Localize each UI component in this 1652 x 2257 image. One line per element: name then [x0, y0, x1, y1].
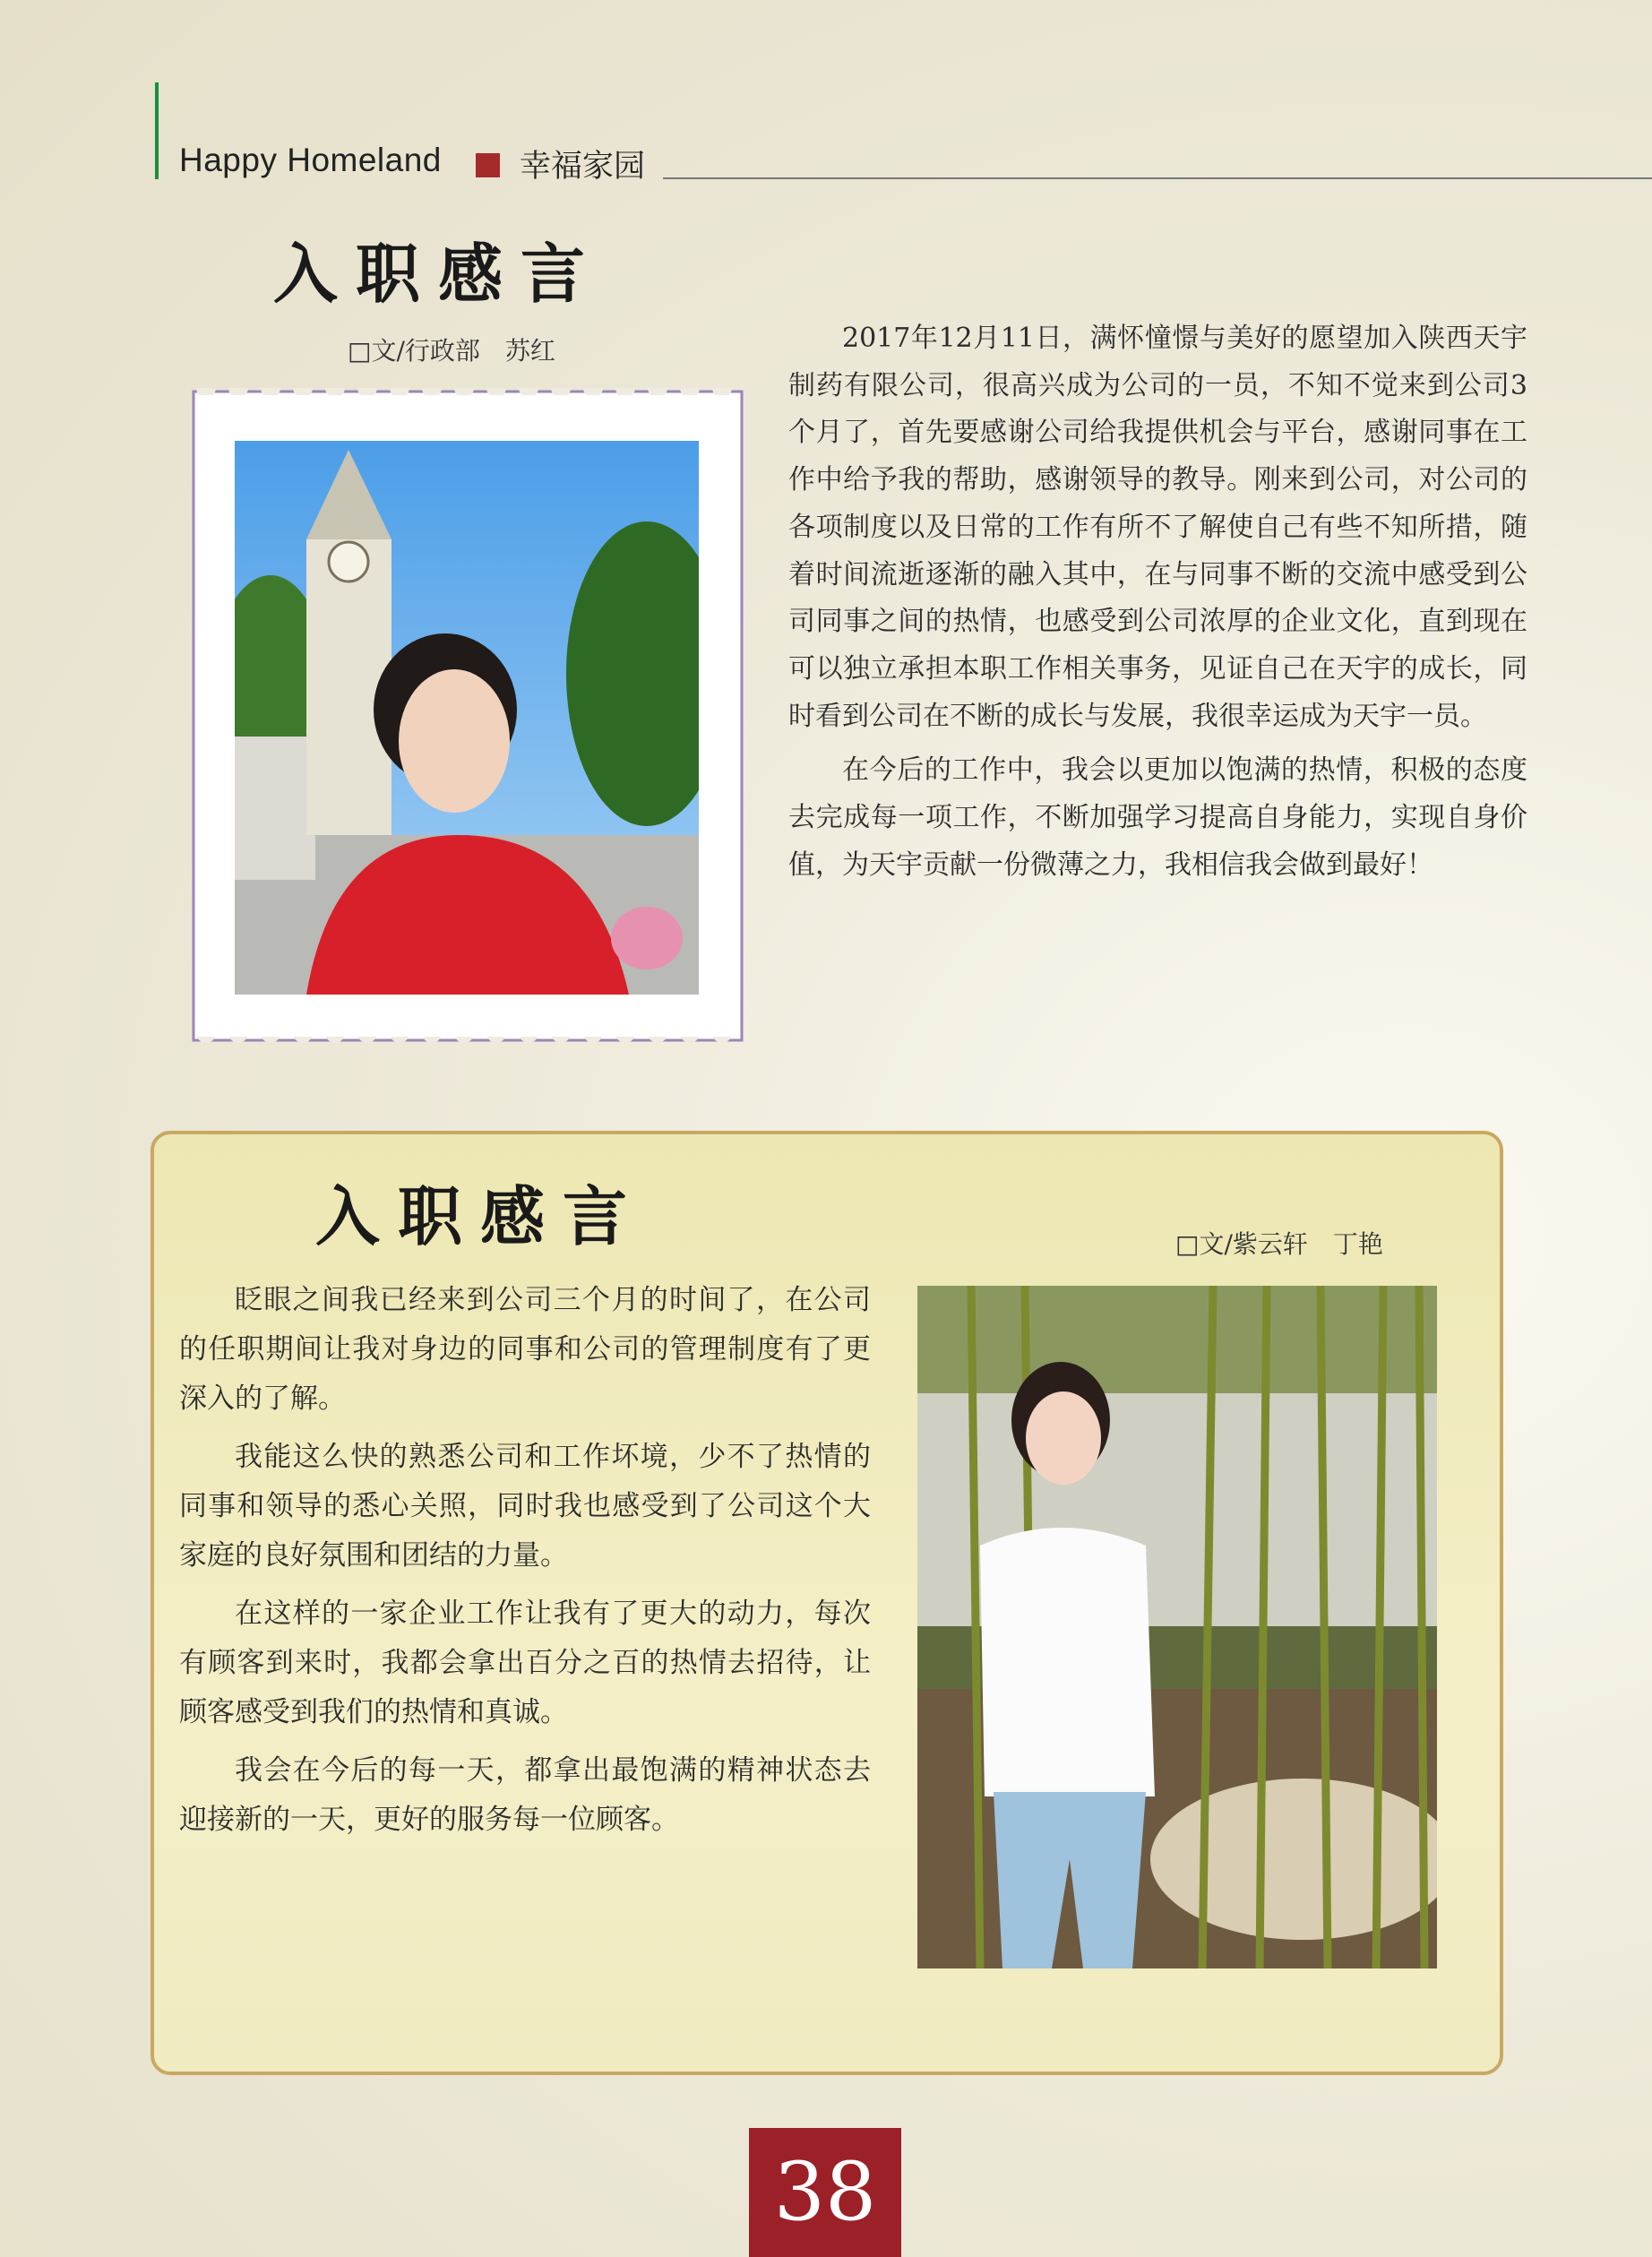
profile-photo-ding-yan — [917, 1286, 1437, 1968]
article1-title: 入职感言 — [273, 236, 604, 312]
article2-paragraph: 在这样的一家企业工作让我有了更大的动力，每次有顾客到来时，我都会拿出百分之百的热情去招待，让顾客感受到我们的热情和真诚。 — [179, 1598, 871, 1728]
article2-title: 入职感言 — [315, 1178, 646, 1254]
header-square-icon — [476, 153, 500, 177]
article1-author: □文/行政部 苏红 — [348, 336, 555, 366]
profile-photo-su-hong — [235, 441, 699, 995]
article2-body — [179, 1276, 871, 1845]
section-title-cn: 幸福家园 — [520, 149, 646, 185]
article1-body — [788, 315, 1527, 889]
header-accent-bar — [155, 82, 159, 179]
article2-paragraph: 眨眼之间我已经来到公司三个月的时间了，在公司的任职期间让我对身边的同事和公司的管理制度有了更深入的了解。 — [179, 1284, 871, 1415]
page-number: 38 — [749, 2128, 901, 2257]
article2-paragraph: 我会在今后的每一天，都拿出最饱满的精神状态去迎接新的一天，更好的服务每一位顾客。 — [179, 1754, 871, 1836]
article2-author: □文/紫云轩 丁艳 — [1175, 1229, 1383, 1259]
article1-paragraph: 2017年12月11日，满怀憧憬与美好的愿望加入陕西天宇制药有限公司，很高兴成为公司的一员，不知不觉来到公司3个月了，首先要感谢公司给我提供机会与平台，感谢同事在工作中给予我的帮助，感谢领导的教导。刚来到公司，对公司的各项制度以及日常的工作有所不了解使自己有些不知所措，随着时间流逝逐渐的融入其中，在与同事不断的交流中感受到公司同事之间的热情，也感受到公司浓厚的企业文化，直到现在可以独立承担本职工作相关事务，见证自己在天宇的成长，同时看到公司在不断的成长与发展，我很幸运成为天宇一员。 — [788, 323, 1527, 732]
section-title-en: Happy Homeland — [179, 142, 442, 178]
article1-paragraph: 在今后的工作中，我会以更加以饱满的热情，积极的态度去完成每一项工作，不断加强学习提高自身能力，实现自身价值，为天宇贡献一份微薄之力，我相信我会做到最好！ — [788, 754, 1527, 881]
article2-paragraph: 我能这么快的熟悉公司和工作坏境，少不了热情的同事和领导的悉心关照，同时我也感受到了公司这个大家庭的良好氛围和团结的力量。 — [179, 1441, 871, 1572]
header-divider — [663, 177, 1652, 179]
